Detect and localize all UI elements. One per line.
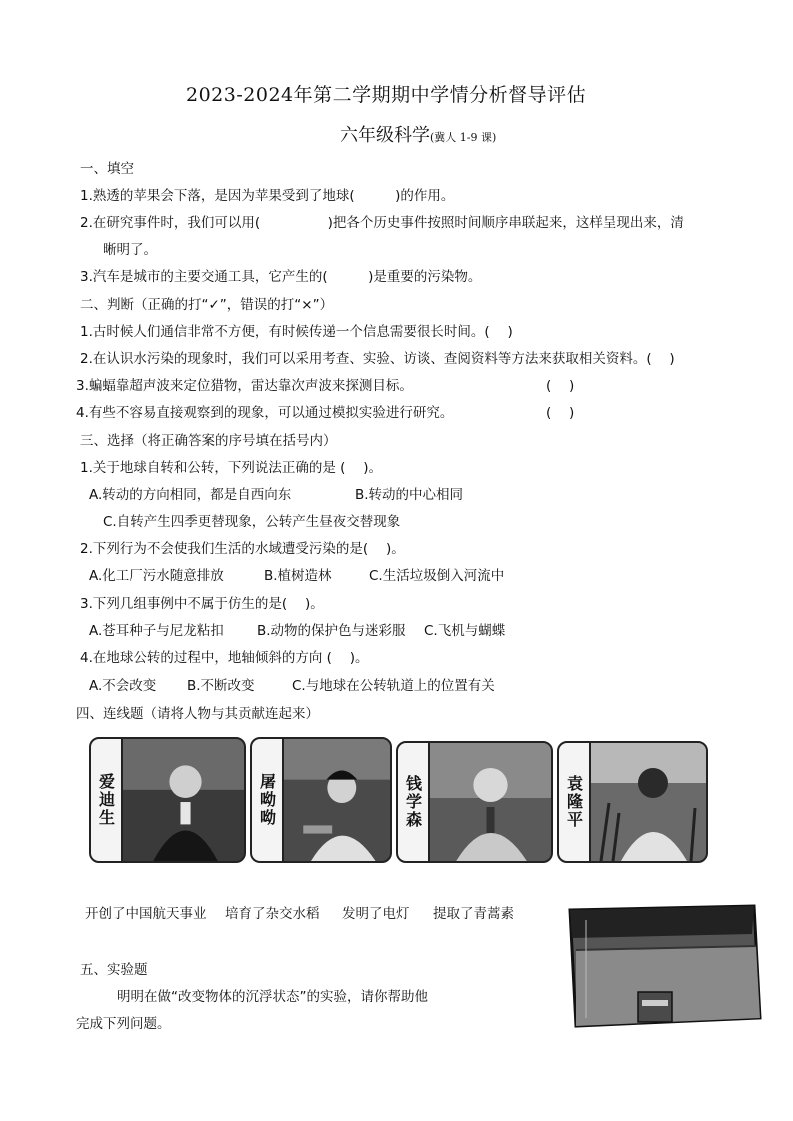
choice-question-3: 3.下列几组事例中不属于仿生的是( )。 xyxy=(80,596,324,612)
choice-question-2: 2.下列行为不会使我们生活的水域遭受污染的是( )。 xyxy=(80,541,405,557)
choice-2-option-b: B.植树造林 xyxy=(264,568,332,584)
section-heading-experiment: 五、实验题 xyxy=(80,962,148,978)
page-subtitle xyxy=(340,121,496,147)
fill-question-2: 2.在研究事件时，我们可以用( )把各个历史事件按照时间顺序串联起来，这样呈现出来，清 xyxy=(80,215,684,231)
choice-1-option-b: B.转动的中心相同 xyxy=(355,487,464,503)
choice-3-option-c: C.飞机与蝴蝶 xyxy=(424,623,506,639)
choice-1-option-c: C.自转产生四季更替现象，公转产生昼夜交替现象 xyxy=(103,514,401,530)
judge-question-2: 2.在认识水污染的现象时，我们可以采用考查、实验、访谈、查阅资料等方法来获取相关资料。( ) xyxy=(80,351,675,367)
water-tank-photo xyxy=(556,900,768,1030)
choice-2-option-c: C.生活垃圾倒入河流中 xyxy=(369,568,505,584)
portrait-label: 钱学森 xyxy=(398,743,430,861)
contribution-electric-light: 发明了电灯 xyxy=(342,906,410,922)
judge-question-3: 3.蝙蝠靠超声波来定位猎物，雷达靠次声波来探测目标。 xyxy=(76,378,413,394)
fill-question-1: 1.熟透的苹果会下落，是因为苹果受到了地球( )的作用。 xyxy=(80,188,455,204)
portrait-image xyxy=(123,739,244,861)
choice-1-option-a: A.转动的方向相同，都是自西向东 xyxy=(89,487,292,503)
choice-3-option-b: B.动物的保护色与迷彩服 xyxy=(257,623,406,639)
portrait-image xyxy=(284,739,390,861)
portrait-label: 屠呦呦 xyxy=(252,739,284,861)
choice-4-option-b: B.不断改变 xyxy=(187,678,255,694)
section-heading-judge: 二、判断（正确的打“✓”，错误的打“×”） xyxy=(80,297,334,313)
portrait-label: 爱迪生 xyxy=(91,739,123,861)
fill-question-3: 3.汽车是城市的主要交通工具，它产生的( )是重要的污染物。 xyxy=(80,269,482,285)
fill-question-2-cont: 晰明了。 xyxy=(103,242,157,258)
judge-question-4: 4.有些不容易直接观察到的现象，可以通过模拟实验进行研究。 xyxy=(76,405,454,421)
portrait-edison xyxy=(89,737,246,863)
choice-4-option-c: C.与地球在公转轨道上的位置有关 xyxy=(292,678,495,694)
judge-bracket-4: ( ) xyxy=(546,405,575,421)
judge-bracket-3: ( ) xyxy=(546,378,575,394)
portrait-image xyxy=(591,743,706,861)
contribution-hybrid-rice: 培育了杂交水稻 xyxy=(225,906,320,922)
portrait-yuan-longping xyxy=(557,741,708,863)
choice-4-option-a: A.不会改变 xyxy=(89,678,157,694)
choice-question-4: 4.在地球公转的过程中，地轴倾斜的方向 ( )。 xyxy=(80,650,369,666)
choice-3-option-a: A.苍耳种子与尼龙粘扣 xyxy=(89,623,224,639)
portrait-qian-xuesen xyxy=(396,741,553,863)
contribution-aerospace: 开创了中国航天事业 xyxy=(85,906,207,922)
subtitle-note: (冀人 1-9 课) xyxy=(430,131,497,144)
choice-2-option-a: A.化工厂污水随意排放 xyxy=(89,568,224,584)
section-heading-fill: 一、填空 xyxy=(80,161,134,177)
subtitle-text: 六年级科学 xyxy=(340,125,430,146)
section-heading-match: 四、连线题（请将人物与其贡献连起来） xyxy=(76,706,319,722)
choice-question-1: 1.关于地球自转和公转，下列说法正确的是 ( )。 xyxy=(80,460,382,476)
page-title: 2023-2024年第二学期期中学情分析督导评估 xyxy=(186,84,587,106)
portrait-label: 袁隆平 xyxy=(559,743,591,861)
judge-question-1: 1.古时候人们通信非常不方便，有时候传递一个信息需要很长时间。( ) xyxy=(80,324,513,340)
experiment-text-line-1: 明明在做“改变物体的沉浮状态”的实验，请你帮助他 xyxy=(117,989,428,1005)
experiment-text-line-2: 完成下列问题。 xyxy=(76,1016,171,1032)
portrait-tu-youyou xyxy=(250,737,392,863)
contribution-artemisinin: 提取了青蒿素 xyxy=(433,906,514,922)
portrait-image xyxy=(430,743,551,861)
section-heading-choice: 三、选择（将正确答案的序号填在括号内） xyxy=(80,433,337,449)
